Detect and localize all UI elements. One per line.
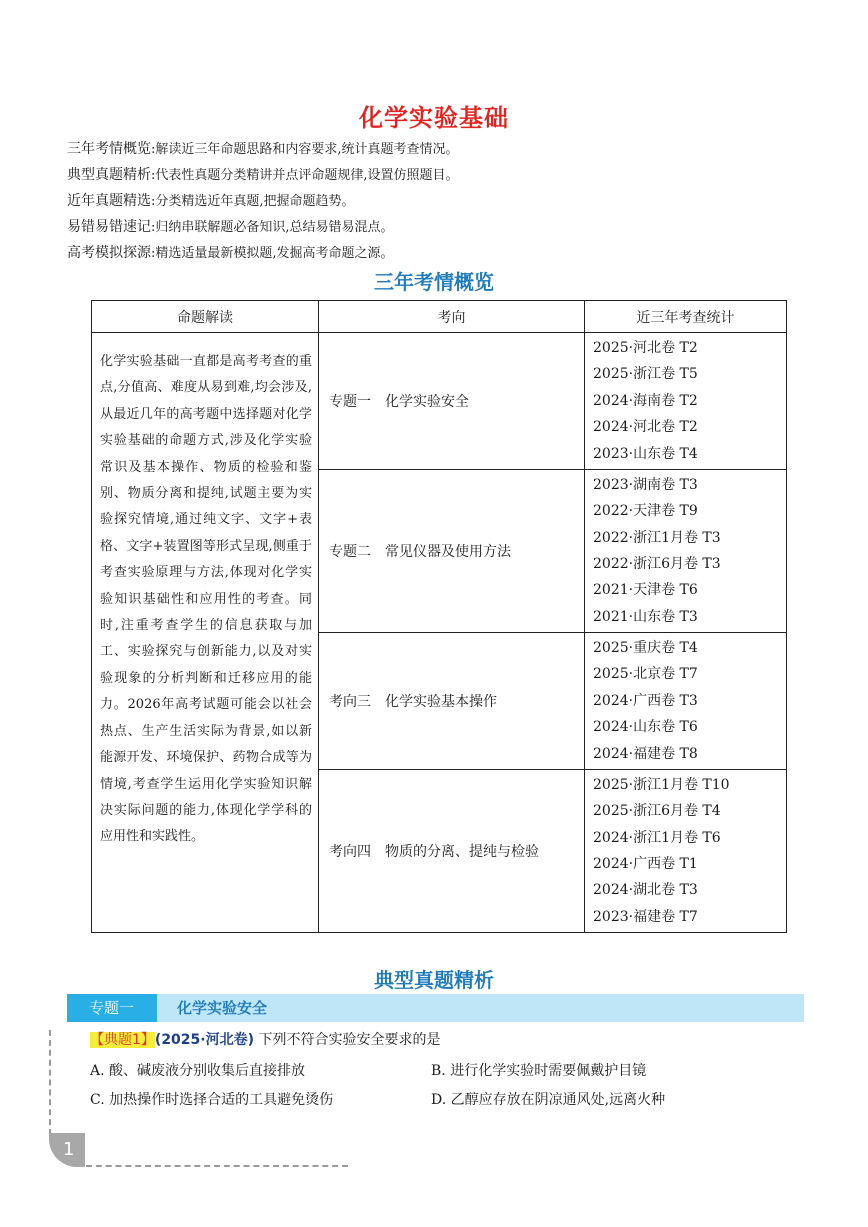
question-text: 下列不符合实验安全要求的是	[258, 1032, 441, 1048]
table-header-row	[92, 301, 787, 333]
page-title: 化学实验基础	[359, 104, 509, 132]
question-source: (2025·河北卷)	[154, 1032, 255, 1048]
intro-label: 易错易错速记	[67, 219, 151, 235]
column-header: 近三年考查统计	[585, 301, 787, 333]
stat-item: 2022·浙江1月卷 T3	[593, 529, 721, 546]
topic-bar-number: 专题一	[67, 994, 157, 1022]
option-d: D. 乙醇应存放在阴凉通风处,远离火种	[431, 1092, 666, 1108]
stat-item: 2024·湖北卷 T3	[593, 882, 698, 899]
intro-item	[67, 188, 807, 214]
stat-item: 2024·广西卷 T1	[593, 856, 698, 872]
intro-list	[67, 136, 807, 266]
topic-cell: 考向四 物质的分离、提纯与检验	[319, 770, 585, 933]
question-stem	[90, 1029, 440, 1051]
intro-item	[67, 214, 807, 240]
column-header: 考向	[319, 301, 585, 333]
intro-label: 典型真题精析	[67, 167, 151, 183]
stat-item: 2025·浙江6月卷 T4	[593, 803, 721, 820]
margin-dashed-line	[49, 1030, 51, 1135]
intro-label: 近年真题精选	[67, 193, 151, 209]
stat-item: 2025·河北卷 T2	[593, 340, 698, 357]
stat-item: 2021·山东卷 T3	[593, 608, 698, 625]
exam-stats-table	[91, 300, 787, 933]
stats-cell	[585, 333, 787, 470]
stat-item: 2025·浙江卷 T5	[593, 366, 698, 383]
intro-text: :归纳串联解题必备知识,总结易错易混点。	[151, 220, 394, 235]
proposition-description: 化学实验基础一直都是高考考查的重点,分值高、难度从易到难,均会涉及,从最近几年的高考题中选择题对化学实验基础的命题方式,涉及化学实验常识及基本操作、物质的检验和鉴别、物质分离和提纯,试题主要为实验探究情境,通过纯文字、文字+表格、文字+装置图等形式呈现,侧重于考查实验原理与方法,体现对化学实验知识基础性和应用性的考查。同时,注重考查学生的信息获取与加工、实验探究与创新能力,以及对实验现象的分析判断和迁移应用的能力。2026年高考试题可能会以社会热点、生产生活实际为背景,如以新能源开发、环境保护、药物合成等为情境,考查学生运用化学实验知识解决实际问题的能力,体现化学学科的应用性和实践性。	[92, 333, 319, 933]
option-a: A. 酸、碱废液分别收集后直接排放	[90, 1063, 306, 1079]
stat-item: 2023·湖南卷 T3	[593, 476, 698, 493]
topic-bar-name: 化学实验安全	[177, 999, 268, 1017]
column-header: 命题解读	[92, 301, 319, 333]
intro-item	[67, 240, 807, 266]
option-c: C. 加热操作时选择合适的工具避免烫伤	[90, 1092, 334, 1108]
page-number: 1	[63, 1139, 75, 1160]
topic-cell: 专题二 常见仪器及使用方法	[319, 470, 585, 633]
stat-item: 2024·海南卷 T2	[593, 392, 698, 409]
table-row	[92, 333, 787, 470]
stat-item: 2025·浙江1月卷 T10	[593, 776, 730, 793]
stat-item: 2022·浙江6月卷 T3	[593, 556, 721, 572]
topic-cell: 考向三 化学实验基本操作	[319, 633, 585, 770]
section-title-overview: 三年考情概览	[374, 270, 494, 294]
intro-text: :精选适量最新模拟题,发掘高考命题之源。	[151, 246, 394, 261]
intro-item	[67, 162, 807, 188]
stat-item: 2024·浙江1月卷 T6	[593, 829, 721, 846]
stat-item: 2024·广西卷 T3	[593, 692, 698, 709]
intro-label: 高考模拟探源	[67, 245, 151, 261]
section-title-typical: 典型真题精析	[374, 968, 494, 992]
intro-item	[67, 136, 807, 162]
intro-label: 三年考情概览	[67, 141, 151, 157]
footer-dashed-line	[86, 1165, 348, 1167]
stat-item: 2023·福建卷 T7	[593, 908, 698, 925]
intro-text: :解读近三年命题思路和内容要求,统计真题考查情况。	[151, 142, 459, 157]
stat-item: 2022·天津卷 T9	[593, 503, 698, 520]
intro-text: :分类精选近年真题,把握命题趋势。	[151, 194, 355, 209]
stat-item: 2023·山东卷 T4	[593, 445, 698, 462]
stat-item: 2025·北京卷 T7	[593, 666, 698, 683]
stat-item: 2024·福建卷 T8	[593, 745, 698, 762]
stats-cell	[585, 633, 787, 770]
stat-item: 2024·河北卷 T2	[593, 419, 698, 436]
stat-item: 2025·重庆卷 T4	[593, 640, 698, 657]
question-tag: 【典题1】	[90, 1032, 155, 1048]
stats-cell	[585, 770, 787, 933]
intro-text: :代表性真题分类精讲并点评命题规律,设置仿照题目。	[151, 168, 459, 183]
topic-bar	[67, 994, 804, 1022]
stat-item: 2024·山东卷 T6	[593, 719, 698, 736]
stat-item: 2021·天津卷 T6	[593, 582, 698, 599]
stats-cell	[585, 470, 787, 633]
option-b: B. 进行化学实验时需要佩戴护目镜	[431, 1063, 647, 1079]
topic-cell: 专题一 化学实验安全	[319, 333, 585, 470]
